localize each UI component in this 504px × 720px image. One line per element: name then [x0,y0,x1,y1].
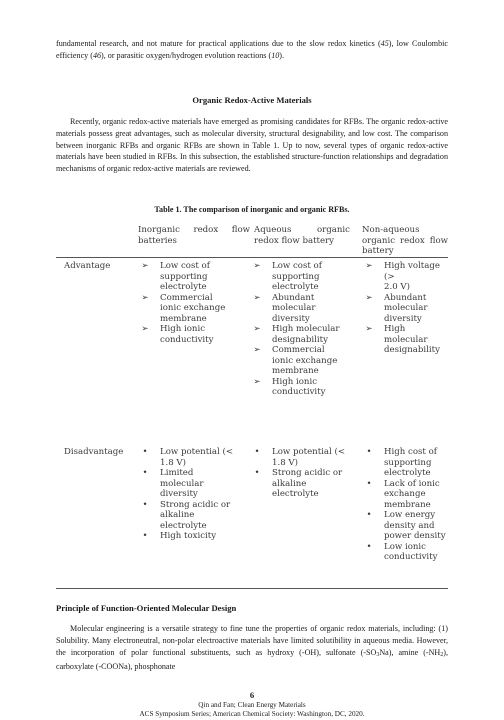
table-rule [56,257,448,258]
table-cell-text: Low potential (< [160,447,234,457]
table-cell-text: High toxicity [160,531,217,541]
table-cell-text: membrane [160,313,207,324]
disadvantage-aqueous-cell [250,447,352,500]
table-list-item [250,324,352,345]
arrow-bullet-icon: ➢ [365,324,373,334]
arrow-bullet-icon: ➢ [365,292,373,303]
table-cell-text: diversity [160,489,198,499]
final-paragraph [56,623,448,673]
table-cell-text: power density [384,531,446,541]
table-cell-text: exchange [384,489,426,499]
table-cell-text: Abundant [384,292,427,303]
table-cell-text: 1.8 V) [160,457,186,468]
table-cell-text: supporting [272,271,320,282]
table-cell-text: High molecular [384,324,428,345]
table-list-item [250,447,352,468]
table-header-aqueous [254,225,350,246]
table-cell-text: alkaline [272,478,307,489]
dot-bullet-icon: • [142,531,148,541]
footer-citation-line2: ACS Symposium Series; American Chemical Society: Washington, DC, 2020. [139,710,365,718]
dot-bullet-icon: • [366,541,372,552]
table-cell-text: Low cost of [272,261,322,271]
advantage-aqueous-cell [250,261,352,398]
header-text: Non-aqueous [362,225,420,235]
arrow-bullet-icon: ➢ [141,324,149,334]
table-cell-text: electrolyte [272,489,319,499]
table-cell-text: Strong acidic or [160,499,231,510]
table-cell-text: Commercial [160,292,213,303]
header-text: Inorganic redox flow [138,225,250,235]
arrow-bullet-icon: ➢ [365,261,373,271]
intro-text-3: ), or parasitic oxygen/hydrogen evolution reactions ( [101,50,272,60]
table-cell-text: alkaline [160,510,195,520]
footer-citation-line1: Qin and Fan; Clean Energy Materials [198,701,306,709]
table-cell-text: designability [384,345,440,355]
arrow-bullet-icon: ➢ [141,292,149,303]
table-header-inorganic [138,225,250,246]
row-label-advantage: Advantage [64,261,111,271]
table-list-item [362,261,448,293]
subsection-heading: Principle of Function-Oriented Molecular Design [56,603,237,613]
table-cell-text: Low potential (< [272,447,346,457]
table-cell-text: electrolyte [160,520,207,531]
advantage-nonaqueous-cell [362,261,448,356]
table-list-item [138,324,244,345]
subscript: 3 [376,651,380,658]
dot-bullet-icon: • [254,447,260,457]
page-number: 6 [249,690,255,700]
table-list-item [138,531,244,542]
table-cell-text: Low cost of [160,261,210,271]
arrow-bullet-icon: ➢ [141,261,149,271]
table-list-item [138,468,244,500]
final-text-1: Molecular engineering is a versatile strategy to fine tune the properties of organic redox materials, including: (1) Solubility. Many electroneutral, non-polar electroactive materials have limited solutibility in aqueous media. However, the incorporation of polar functional substituents, such as hydroxy (-OH), sulfonate (-SO [56,624,448,657]
intro-paragraph [56,38,448,62]
header-text: redox flow battery [254,235,335,246]
dot-bullet-icon: • [142,447,148,457]
citation-ref[interactable]: 45 [380,39,389,48]
intro-text-1: fundamental research, and not mature for practical applications due to the slow redox kinetics ( [56,39,381,48]
table-cell-text: Strong acidic or [272,468,343,478]
row-label-disadvantage: Disadvantage [64,447,124,457]
table-cell-text: ionic exchange [272,355,338,366]
dot-bullet-icon: • [142,499,148,510]
table-cell-text: Low ionic [384,541,426,552]
table-list-item [362,447,448,479]
table-list-item [362,510,448,542]
table-list-item [138,500,244,532]
table-cell-text: High cost of [384,447,437,457]
dot-bullet-icon: • [366,510,372,520]
table-cell-text: membrane [272,366,319,376]
table-cell-text: molecular [384,303,428,313]
table-cell-text: electrolyte [272,282,319,292]
dot-bullet-icon: • [254,468,260,478]
table-list-item [250,377,352,398]
table-cell-text: High ionic [160,324,206,334]
dot-bullet-icon: • [366,478,372,489]
table-list-item [362,542,448,563]
header-text: batteries [138,235,177,246]
table-list-item [138,261,244,293]
header-text: battery [362,246,394,256]
table-cell-text: ionic exchange [160,303,226,313]
table-cell-text: conductivity [160,334,214,345]
table-rule [56,588,448,589]
table-cell-text: High ionic [272,376,318,387]
table-cell-text: Lack of ionic [384,478,440,489]
table-cell-text: supporting [160,271,208,282]
table-cell-text: designability [272,334,328,345]
citation-ref[interactable]: 10 [271,50,280,60]
table-list-item [138,293,244,325]
citation-ref[interactable]: 46 [92,50,102,60]
table-cell-text: High molecular [272,324,340,334]
disadvantage-inorganic-cell [138,447,244,542]
table-cell-text: membrane [384,499,431,510]
arrow-bullet-icon: ➢ [253,376,261,387]
table-cell-text: molecular [160,478,204,489]
arrow-bullet-icon: ➢ [253,345,261,355]
arrow-bullet-icon: ➢ [253,292,261,303]
table-cell-text: Abundant [272,292,315,303]
table-list-item [362,293,448,325]
table-cell-text: 2.0 V) [384,282,410,292]
subscript: 2 [440,651,444,658]
disadvantage-nonaqueous-cell [362,447,448,563]
table-cell-text: molecular [272,303,316,313]
table-list-item [250,468,352,500]
table-list-item [250,345,352,377]
table-caption: Table 1. The comparison of inorganic and organic RFBs. [154,205,350,214]
section-heading: Organic Redox-Active Materials [192,95,312,105]
table-cell-text: Limited [160,468,194,478]
table-cell-text: electrolyte [384,468,431,478]
table-cell-text: Low energy [384,510,436,520]
table-cell-text: High voltage (> [384,261,440,282]
table-list-item [138,447,244,468]
table-cell-text: conductivity [272,387,326,397]
table-list-item [250,261,352,293]
table-cell-text: 1.8 V) [272,457,298,468]
arrow-bullet-icon: ➢ [253,324,261,334]
table-list-item [250,293,352,325]
table-list-item [362,324,448,356]
final-text-3: ), carboxylate (-COONa), phosphonate [56,647,448,672]
table-cell-text: electrolyte [160,282,207,292]
table-list-item [362,479,448,511]
section-paragraph: Recently, organic redox-active materials have emerged as promising candidates for RFBs. The organic redox-active materials possess great advantages, such as molecular diversity, structural designability, and low cost. The comparison between inorganic RFBs and organic RFBs are shown in Table 1. Up to now, several types of organic redox-active materials have been studied in RFBs. In this subsection, the established structure-function relationships and degradation mechanisms of organic redox-active materials are reviewed. [56,117,448,174]
table-cell-text: density and [384,520,435,531]
final-text-2: Na), amine (-NH [379,647,441,657]
comparison-table [56,222,448,590]
table-cell-text: supporting [384,457,432,468]
dot-bullet-icon: • [366,447,372,457]
arrow-bullet-icon: ➢ [253,261,261,271]
table-cell-text: diversity [384,313,422,324]
intro-text-2: ), low Coulombic efficiency ( [56,39,448,60]
dot-bullet-icon: • [142,468,148,478]
intro-text-4: ). [279,50,284,60]
table-cell-text: conductivity [384,552,438,562]
table-cell-text: diversity [272,313,310,324]
table-header-nonaqueous [362,225,448,257]
header-text: Aqueous organic [254,225,350,235]
header-text: organic redox flow [362,235,448,246]
table-cell-text: Commercial [272,345,325,355]
advantage-inorganic-cell [138,261,244,345]
